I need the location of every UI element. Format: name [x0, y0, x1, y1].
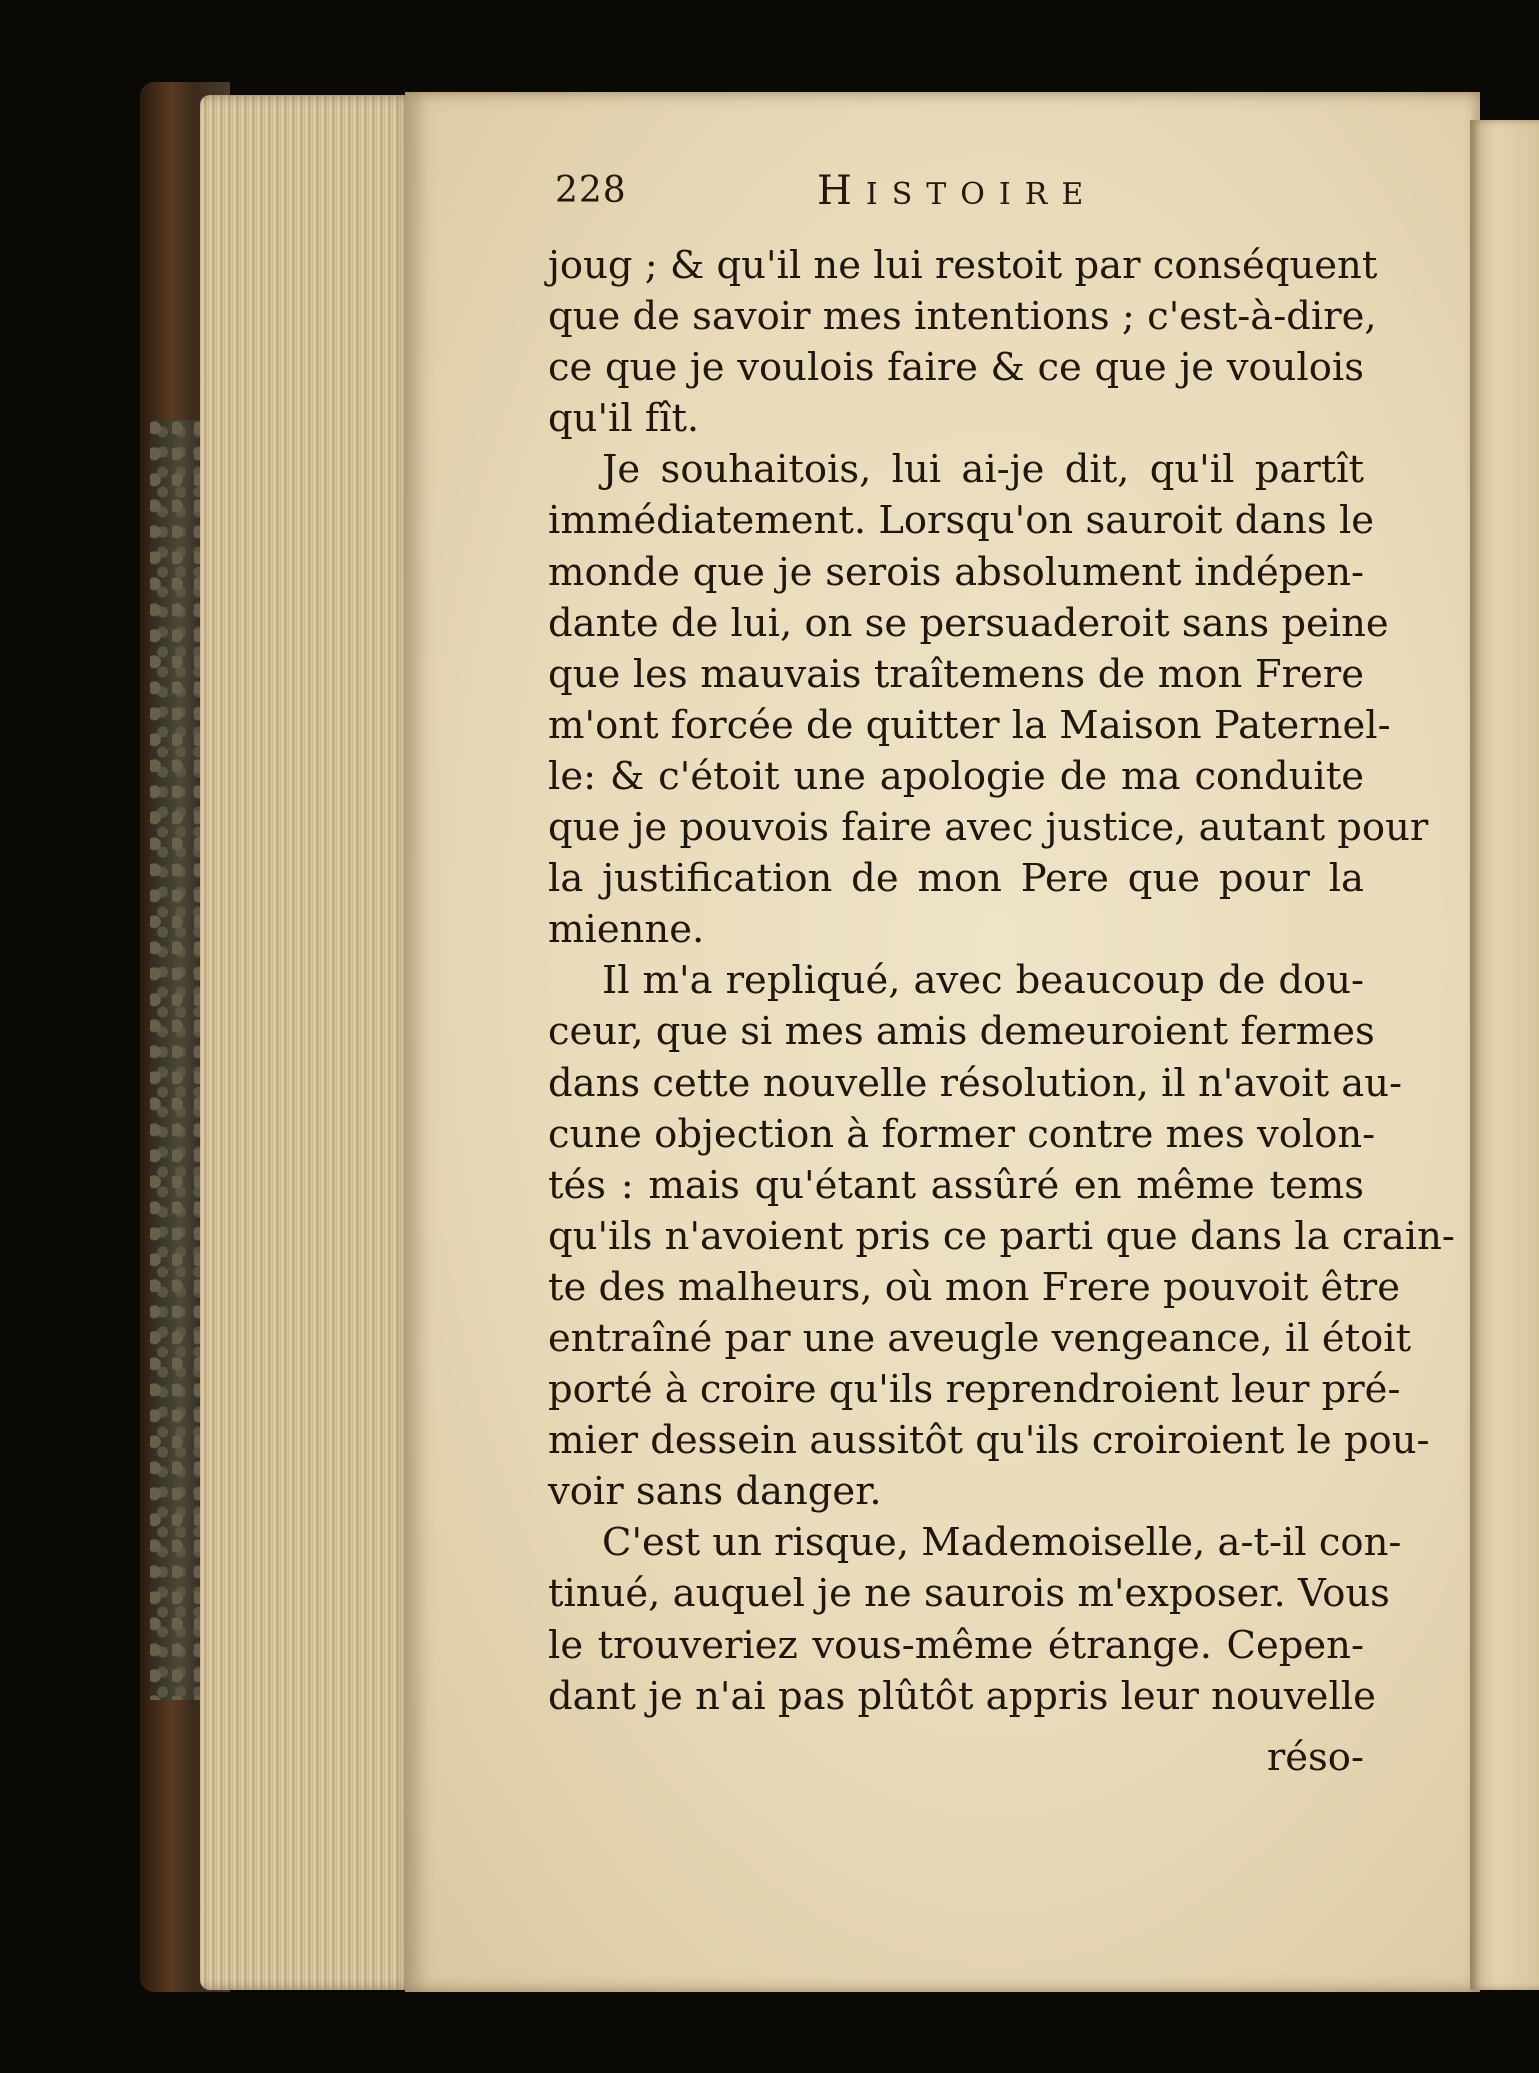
text-line: Je souhaitois, lui ai-je dit, qu'il partît: [602, 447, 1364, 493]
page-header: [555, 168, 1455, 228]
text-line: immédiatement. Lorsqu'on sauroit dans le: [548, 498, 1375, 544]
text-line: dante de lui, on se persuaderoit sans peine: [548, 600, 1389, 646]
text-line: le: & c'étoit une apologie de ma conduite: [548, 753, 1364, 799]
text-line: monde que je serois absolument indépen-: [548, 549, 1364, 595]
text-line: C'est un risque, Mademoiselle, a-t-il con-: [602, 1520, 1402, 1566]
text-line: cune objection à former contre mes volon-: [548, 1111, 1376, 1157]
text-line: tinué, auquel je ne saurois m'exposer. Vous: [548, 1571, 1390, 1617]
text-line: que je pouvois faire avec justice, autant pour: [548, 805, 1429, 851]
text-line: mier dessein aussitôt qu'ils croiroient le pou-: [548, 1418, 1430, 1464]
text-line: voir sans danger.: [548, 1469, 882, 1515]
running-head-rest: ISTOIRE: [865, 177, 1098, 212]
text-line: porté à croire qu'ils reprendroient leur pré-: [548, 1367, 1401, 1413]
body-text: [548, 240, 1455, 1722]
text-line: ceur, que si mes amis demeuroient fermes: [548, 1009, 1375, 1055]
text-line: qu'il fît.: [548, 396, 700, 442]
text-line: que de savoir mes intentions ; c'est-à-dire,: [548, 294, 1377, 340]
text-line: le trouveriez vous-même étrange. Cepen-: [548, 1622, 1364, 1668]
running-head: [817, 168, 1097, 214]
page-number: 228: [555, 170, 627, 211]
text-line: entraîné par une aveugle vengeance, il étoit: [548, 1315, 1412, 1361]
text-line: ce que je voulois faire & ce que je voulois: [548, 345, 1364, 391]
text-line: la justification de mon Pere que pour la: [548, 856, 1364, 902]
text-line: que les mauvais traîtemens de mon Frere: [548, 651, 1364, 697]
text-line: joug ; & qu'il ne lui restoit par conséquent: [548, 243, 1378, 288]
catchword: réso-: [1266, 1735, 1364, 1780]
text-line: dant je n'ai pas plûtôt appris leur nouvelle: [548, 1673, 1376, 1719]
text-line: mienne.: [548, 907, 705, 953]
text-line: dans cette nouvelle résolution, il n'avoit au-: [548, 1060, 1403, 1106]
text-line: m'ont forcée de quitter la Maison Paternel-: [548, 702, 1391, 748]
text-line: tés : mais qu'étant assûré en même tems: [548, 1162, 1364, 1208]
text-line: te des malheurs, où mon Frere pouvoit être: [548, 1264, 1400, 1310]
text-line: Il m'a repliqué, avec beaucoup de dou-: [602, 958, 1364, 1004]
page-edges: [200, 95, 415, 1990]
running-head-initial: H: [817, 168, 866, 214]
facing-page-edge: [1470, 120, 1539, 1990]
text-line: qu'ils n'avoient pris ce parti que dans la crain-: [548, 1213, 1455, 1259]
